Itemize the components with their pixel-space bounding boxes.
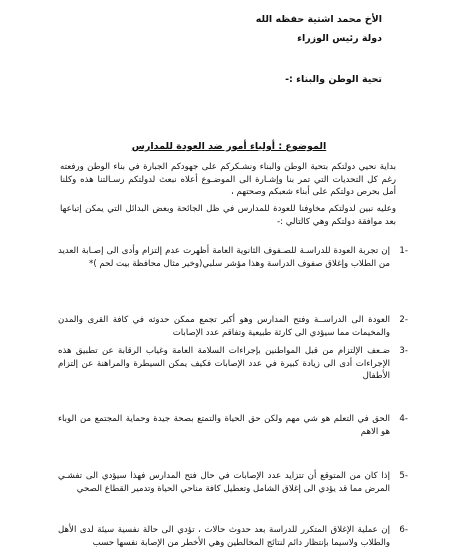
intro-paragraph-2: وعليه نبين لدولتكم مخاوفنا للعودة للمدارس في ظل الجائحة وبعض البدائل التي يمكن إتباعها بعد موافقة دولتكم وهي كالتالي :- [60,204,396,227]
list-item-4 [58,413,408,438]
subject-text: الموضوع : أولياء أمور ضد العودة للمدارس [131,141,327,152]
list-item-6 [58,524,408,549]
list-item-3 [58,345,408,383]
list-item-number: -2 [399,315,408,325]
addressee-line: الأخ محمد اشتية حفظه الله [255,14,382,25]
list-item-text: إن تجربة العودة للدراسـة للصـفوف الثانوية العامة أظهرت عدم إلتزام وأدى الى إصـابة العديد من الطلاب وإغلاق صفوف الدراسة وهذا مؤشر سلبي(وخير مثال محافظة بيت لحم )* [58,246,390,269]
list-item-5 [58,470,408,495]
addressee-position: دولة رئيس الوزراء [297,33,382,44]
list-item-text: العودة الى الدراســة وفتح المدارس وهو أكبر تجمع ممكن حدوثه في كافة القرى والمدن والمخيمات مما سيؤدي الى كارثة طبيعية وتفاقم عدد الإصابات [58,315,390,338]
subject-line [0,141,458,152]
list-item-text: الحق في التعلم هو شي مهم ولكن حق الحياة والتمتع بصحة جيدة وحماية المجتمع من الوباء هو الاهم [58,414,390,437]
list-item-number: -6 [399,525,408,535]
greeting-line: تحية الوطن والبناء :- [285,74,382,85]
list-item-text: إن عملية الإغلاق المتكرر للدراسة بعد حدوث حالات ، تؤدي الى حالة نفسية سيئة لدى الأهل والطلاب ولاسيما بإنتظار دائم لنتائج المخالطين وهي الأخطر من الإصابة نفسها حسب [58,525,390,548]
list-item-text: إذا كان من المتوقع أن تتزايد عدد الإصابات في حال فتح المدارس فهذا سيؤدي الى تفشـي المرض مما قد يؤدي الى إغلاق الشامل وتعطيل كافة مناحي الحياة وتدمير القطاع الصحي [58,471,390,494]
list-item-number: -5 [399,471,408,481]
list-item-number: -4 [399,414,408,424]
list-item-number: -1 [399,246,408,256]
list-item-number: -3 [399,346,408,356]
list-item-1 [58,245,408,270]
list-item-2 [58,314,408,339]
intro-paragraph: بداية نحيي دولتكم بتحية الوطن والبناء ونشـكركم على جهودكم الجبارة في بناء الوطن ورفعته رغم كل التحديات التي تمر بنا وإشـارة الى الموضـوع أعلاه نبعث لدولتكم رسـالتنا هذه وكلنا أمل بحرص دولتكم على أبناء شعبكم وصحتهم ، [60,162,396,197]
list-item-text: ضـعف الإلتزام من قبل المواطنين بإجراءات السلامة العامة وغياب الرقابة عن تطبيق هذه الإجراءات أدى الى زيادة كبيرة في عدد الإصابات فكيف يمكن السيطرة والمراهنة عن إلتزام الأطفال [58,346,390,381]
